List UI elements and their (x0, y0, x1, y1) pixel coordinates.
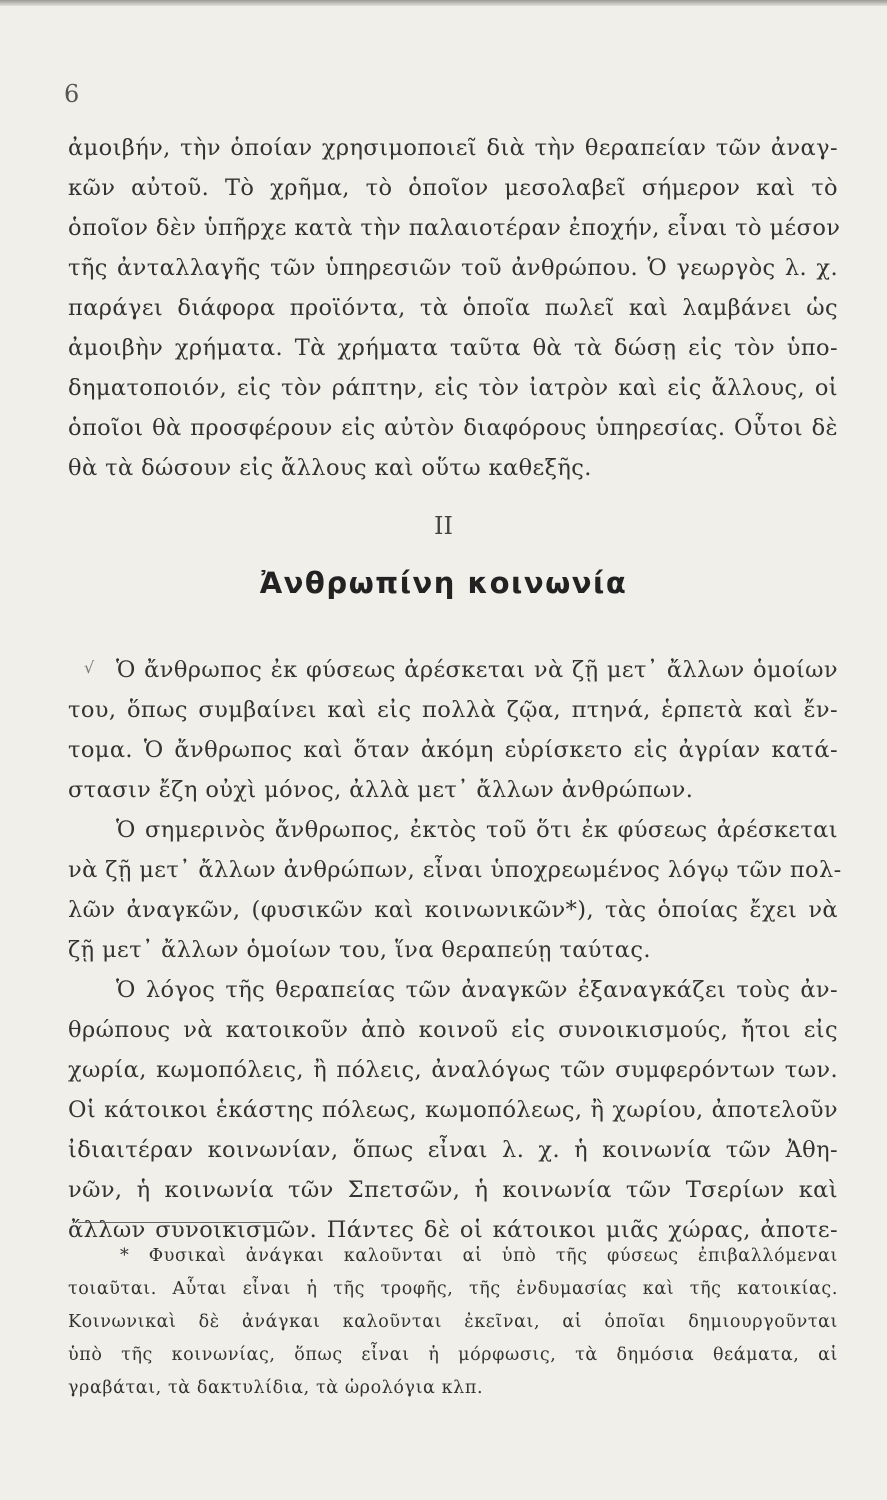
page-top-edge (0, 0, 887, 6)
footnote-line: τοιαῦται. Αὗται εἶναι ἡ τῆς τροφῆς, τῆς ἐνδυμασίας καὶ τῆς κατοικίας. (68, 1279, 838, 1299)
text-line: χωρία, κωμοπόλεις, ἢ πόλεις, ἀναλόγως τῶν συμφερόντων των. (68, 1057, 838, 1083)
text-line: στασιν ἔζη οὐχὶ μόνος, ἀλλὰ μετ᾿ ἄλλων ἀνθρώπων. (68, 777, 694, 803)
text-line: θρώπους νὰ κατοικοῦν ἀπὸ κοινοῦ εἰς συνοικισμούς, ἤτοι εἰς (68, 1017, 838, 1043)
footnote-line: Κοινωνικαὶ δὲ ἀνάγκαι καλοῦνται ἐκεῖναι, αἱ ὁποῖαι δημιουργοῦνται (68, 1312, 838, 1332)
text-line: ὁποῖον δὲν ὑπῆρχε κατὰ τὴν παλαιοτέραν ἐποχήν, εἶναι τὸ μέσον (68, 215, 841, 241)
text-line: κῶν αὐτοῦ. Τὸ χρῆμα, τὸ ὁποῖον μεσολαβεῖ σήμερον καὶ τὸ (68, 175, 838, 201)
section-number: II (434, 512, 453, 540)
text-line: ἀμοιβὴν χρήματα. Τὰ χρήματα ταῦτα θὰ τὰ δώσῃ εἰς τὸν ὑπο- (68, 335, 838, 361)
footnote-line: ὑπὸ τῆς κοινωνίας, ὅπως εἶναι ἡ μόρφωσις, τὰ δημόσια θεάματα, αἱ (68, 1345, 838, 1365)
text-line: Ὁ λόγος τῆς θεραπείας τῶν ἀναγκῶν ἐξαναγκάζει τοὺς ἀν- (116, 977, 838, 1003)
text-line: ὁποῖοι θὰ προσφέρουν εἰς αὐτὸν διαφόρους ὑπηρεσίας. Οὗτοι δὲ (68, 415, 838, 441)
section-title: Ἀνθρωπίνη κοινωνία (259, 566, 628, 600)
footnote-divider (78, 1222, 280, 1223)
footnote (68, 1240, 838, 1405)
text-line: ἀμοιβήν, τὴν ὁποίαν χρησιμοποιεῖ διὰ τὴν θεραπείαν τῶν ἀναγ- (68, 135, 838, 161)
margin-check-mark: √ (84, 658, 95, 677)
text-line: τῆς ἀνταλλαγῆς τῶν ὑπηρεσιῶν τοῦ ἀνθρώπου. Ὁ γεωργὸς λ. χ. (68, 255, 838, 281)
text-line: δηματοποιόν, εἰς τὸν ράπτην, εἰς τὸν ἰατρὸν καὶ εἰς ἄλλους, οἱ (68, 375, 838, 401)
text-line: του, ὅπως συμβαίνει καὶ εἰς πολλὰ ζῷα, πτηνά, ἑρπετὰ καὶ ἔν- (68, 697, 838, 723)
text-line: ἰδιαιτέραν κοινωνίαν, ὅπως εἶναι λ. χ. ἡ κοινωνία τῶν Ἀθη- (68, 1137, 838, 1163)
text-line: νῶν, ἡ κοινωνία τῶν Σπετσῶν, ἡ κοινωνία τῶν Τσερίων καὶ (68, 1177, 838, 1203)
intro-paragraph (68, 128, 841, 488)
text-line: ἄλλων συνοικισμῶν. Πάντες δὲ οἱ κάτοικοι μιᾶς χώρας, ἀποτε- (68, 1217, 838, 1243)
text-line: παράγει διάφορα προϊόντα, τὰ ὁποῖα πωλεῖ καὶ λαμβάνει ὡς (68, 295, 838, 321)
footnote-line: γραβάται, τὰ δακτυλίδια, τὰ ὡρολόγια κλπ. (68, 1378, 484, 1398)
text-line: νὰ ζῇ μετ᾿ ἄλλων ἀνθρώπων, εἶναι ὑποχρεωμένος λόγῳ τῶν πολ- (68, 857, 842, 883)
text-line: τομα. Ὁ ἄνθρωπος καὶ ὅταν ἀκόμη εὑρίσκετο εἰς ἀγρίαν κατά- (68, 737, 838, 763)
page-number: 6 (64, 80, 80, 108)
section-body (68, 650, 842, 1250)
text-line: Ὁ ἄνθρωπος ἐκ φύσεως ἀρέσκεται νὰ ζῇ μετ᾿ ἄλλων ὁμοίων (116, 657, 838, 683)
text-line: λῶν ἀναγκῶν, (φυσικῶν καὶ κοινωνικῶν*), τὰς ὁποίας ἔχει νὰ (68, 897, 838, 923)
text-line: ζῇ μετ᾿ ἄλλων ὁμοίων του, ἵνα θεραπεύῃ ταύτας. (68, 937, 651, 963)
text-line: Οἱ κάτοικοι ἑκάστης πόλεως, κωμοπόλεως, ἢ χωρίου, ἀποτελοῦν (68, 1097, 838, 1123)
text-line: θὰ τὰ δώσουν εἰς ἄλλους καὶ οὕτω καθεξῆς. (68, 455, 592, 481)
text-line: Ὁ σημερινὸς ἄνθρωπος, ἐκτὸς τοῦ ὅτι ἐκ φύσεως ἀρέσκεται (116, 817, 838, 843)
footnote-line: * Φυσικαὶ ἀνάγκαι καλοῦνται αἱ ὑπὸ τῆς φύσεως ἐπιβαλλόμεναι (120, 1246, 838, 1266)
